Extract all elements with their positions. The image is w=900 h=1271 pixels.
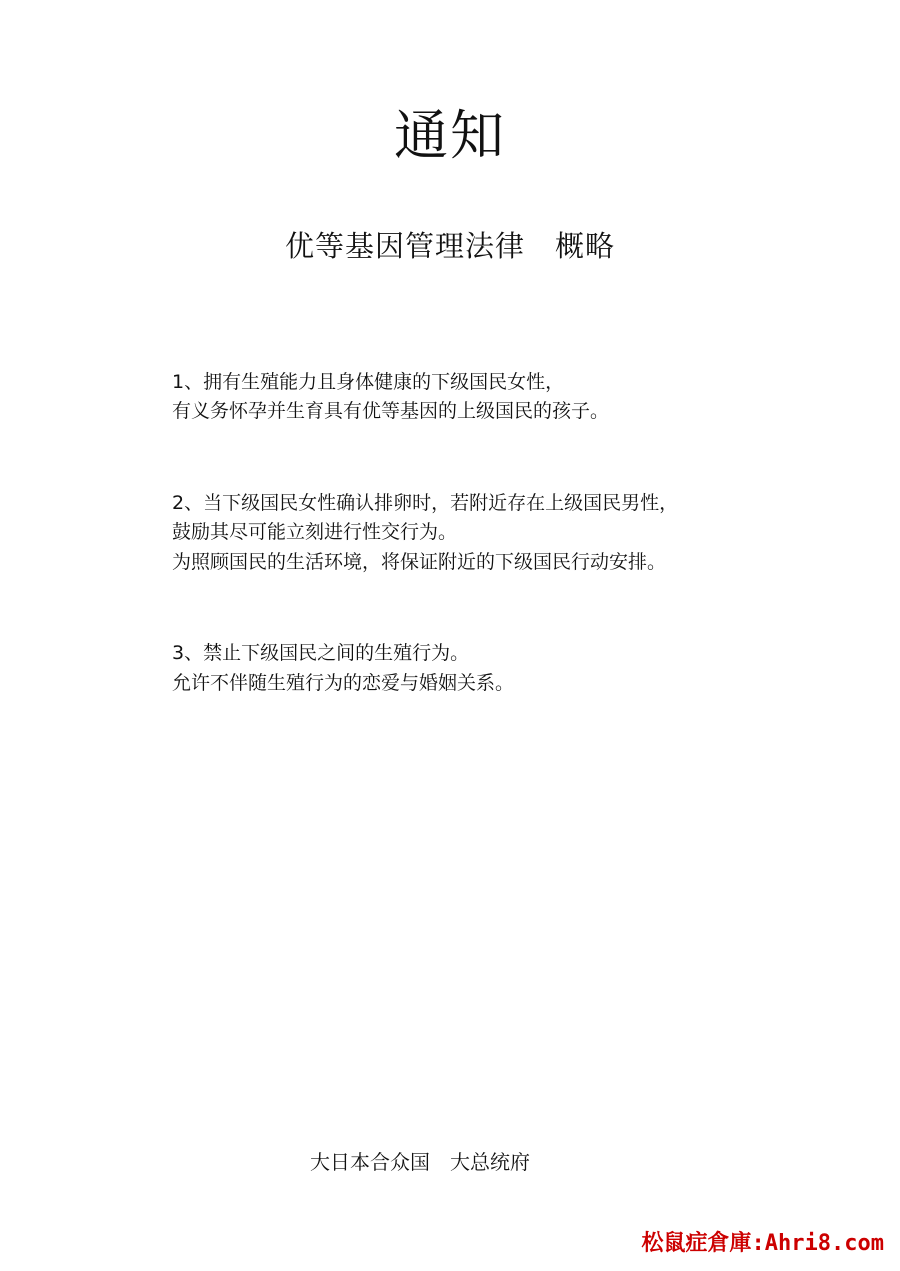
clause-item [172,489,812,577]
clause-line: 鼓励其尽可能立刻进行性交行为。 [172,521,458,544]
clause-list [172,368,812,760]
document-subtitle: 优等基因管理法律 概略 [284,229,615,263]
page-title: 通知 [394,104,506,167]
clause-line: 有义务怀孕并生育具有优等基因的上级国民的孩子。 [172,400,610,423]
clause-line: 3、禁止下级国民之间的生殖行为。 [172,642,470,665]
clause-line: 为照顾国民的生活环境，将保证附近的下级国民行动安排。 [172,550,667,573]
clause-line: 允许不伴随生殖行为的恋爱与婚姻关系。 [172,671,515,694]
clause-item [172,639,812,698]
clause-item [172,368,812,427]
document-signature: 大日本合众国 大总统府 [310,1150,530,1174]
clause-line: 1、拥有生殖能力且身体健康的下级国民女性， [172,371,565,393]
clause-line: 2、当下级国民女性确认排卵时，若附近存在上级国民男性， [172,491,679,514]
watermark: 松鼠症倉庫:Ahri8.com [641,1231,884,1256]
